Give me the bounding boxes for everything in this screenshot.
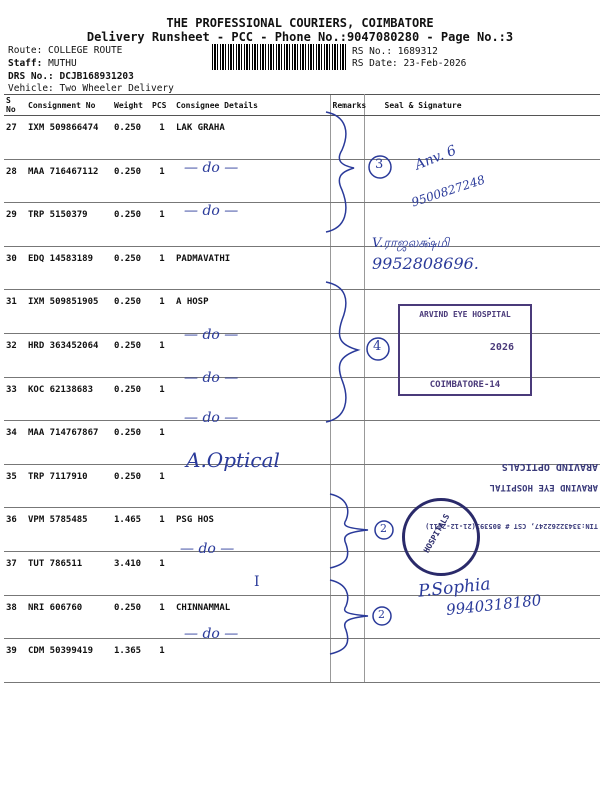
- psg-hospitals-seal: [402, 498, 480, 576]
- cell-pcs: 1: [150, 551, 174, 595]
- cell-weight: 0.250: [112, 290, 150, 334]
- cell-sno: 37: [4, 551, 26, 595]
- cell-consignment-no: MAA 714767867: [26, 421, 112, 465]
- cell-consignment-no: CDM 50399419: [26, 639, 112, 683]
- route-label: Route: COLLEGE ROUTE: [8, 45, 123, 56]
- cell-weight: 3.410: [112, 551, 150, 595]
- cell-weight: 0.250: [112, 377, 150, 421]
- cell-consignee: A HOSP: [174, 290, 330, 334]
- eye-stamp-date: 2026: [489, 342, 514, 353]
- optical-stamp-name: ARAVIND OPTICALS: [501, 461, 598, 472]
- cell-pcs: 1: [150, 203, 174, 247]
- optical-stamp-hospital: ARAVIND EYE HOSPITAL: [489, 482, 598, 492]
- cell-sno: 38: [4, 595, 26, 639]
- cell-consignment-no: IXM 509851905: [26, 290, 112, 334]
- cell-sno: 35: [4, 464, 26, 508]
- cell-weight: 0.250: [112, 595, 150, 639]
- document-title: THE PROFESSIONAL COURIERS, COIMBATORE: [166, 16, 434, 30]
- cell-consignee: PADMAVATHI: [174, 246, 330, 290]
- document-subtitle: Delivery Runsheet - PCC - Phone No.:9047080280 - Page No.:3: [86, 30, 514, 44]
- cell-consignment-no: MAA 716467112: [26, 159, 112, 203]
- cell-sno: 39: [4, 639, 26, 683]
- cell-pcs: 1: [150, 421, 174, 465]
- staff-label: Staff:: [8, 58, 43, 69]
- cell-pcs: 1: [150, 333, 174, 377]
- cell-consignment-no: KOC 62138683: [26, 377, 112, 421]
- cell-consignment-no: VPM 5785485: [26, 508, 112, 552]
- cell-sno: 31: [4, 290, 26, 334]
- cell-consignee: LAK GRAHA: [174, 116, 330, 160]
- cell-weight: 0.250: [112, 159, 150, 203]
- col-header-sno: S No: [4, 95, 26, 116]
- col-header-consignee: Consignee Details: [174, 95, 330, 116]
- cell-sno: 27: [4, 116, 26, 160]
- cell-sno: 36: [4, 508, 26, 552]
- cell-weight: 0.250: [112, 246, 150, 290]
- signature-3-name: P.Sophia: [417, 574, 492, 602]
- cell-weight: 1.465: [112, 508, 150, 552]
- cell-pcs: 1: [150, 116, 174, 160]
- signature-1-name: Anv. 6: [412, 142, 459, 174]
- signature-1-phone: 9500827248: [409, 172, 487, 210]
- col-header-remarks: Remarks: [330, 95, 364, 116]
- rs-number: RS No.: 1689312: [352, 46, 438, 57]
- ditto-39: — do —: [184, 626, 239, 642]
- count-circle-4: 4: [373, 339, 382, 354]
- ditto-29: — do —: [184, 203, 239, 219]
- cell-pcs: 1: [150, 290, 174, 334]
- signature-2-name: V.ராஜலக்ஷ்மி: [372, 236, 450, 251]
- cell-pcs: 1: [150, 246, 174, 290]
- staff-name: MUTHU: [48, 58, 77, 69]
- cell-pcs: 1: [150, 159, 174, 203]
- cell-pcs: 1: [150, 377, 174, 421]
- cell-sno: 28: [4, 159, 26, 203]
- cell-weight: 1.365: [112, 639, 150, 683]
- drs-label: DRS No.:: [8, 71, 54, 82]
- cell-consignment-no: TRP 7117910: [26, 464, 112, 508]
- cell-pcs: 1: [150, 508, 174, 552]
- count-circle-2b: 2: [378, 608, 385, 621]
- cell-consignment-no: IXM 509866474: [26, 116, 112, 160]
- cell-weight: 0.250: [112, 421, 150, 465]
- cell-sno: 29: [4, 203, 26, 247]
- optical-handwriting: A.Optical: [186, 448, 280, 472]
- cell-sno: 34: [4, 421, 26, 465]
- ditto-28: — do —: [184, 160, 239, 176]
- cell-pcs: 1: [150, 639, 174, 683]
- cell-consignment-no: HRD 363452064: [26, 333, 112, 377]
- col-header-pcs: PCS: [150, 95, 174, 116]
- cell-consignment-no: NRI 606760: [26, 595, 112, 639]
- row38-mark: I: [254, 574, 260, 590]
- cell-weight: 0.250: [112, 116, 150, 160]
- ditto-33: — do —: [184, 370, 239, 386]
- cell-pcs: 1: [150, 464, 174, 508]
- cell-sno: 30: [4, 246, 26, 290]
- eye-hospital-stamp: [398, 304, 532, 396]
- cell-consignee: CHINNAMMAL: [174, 595, 330, 639]
- cell-weight: 0.250: [112, 203, 150, 247]
- cell-sno: 32: [4, 333, 26, 377]
- signature-3-phone: 9940318180: [445, 591, 543, 619]
- signature-2-phone: 9952808696.: [372, 254, 479, 273]
- cell-pcs: 1: [150, 595, 174, 639]
- cell-consignment-no: TRP 5150379: [26, 203, 112, 247]
- cell-weight: 0.250: [112, 464, 150, 508]
- count-circle-3: 3: [375, 157, 384, 172]
- cell-consignment-no: TUT 786511: [26, 551, 112, 595]
- col-header-seal: Seal & Signature: [364, 95, 600, 116]
- vehicle-label: Vehicle: Two Wheeler Delivery: [8, 83, 174, 94]
- cell-consignment-no: EDQ 14583189: [26, 246, 112, 290]
- col-header-consignment: Consignment No: [26, 95, 112, 116]
- rs-date: RS Date: 23-Feb-2026: [352, 58, 467, 69]
- ditto-32: — do —: [184, 327, 239, 343]
- ditto-37: — do —: [180, 541, 235, 557]
- cell-consignee: PSG HOS: [174, 508, 330, 552]
- eye-stamp-title: ARVIND EYE HOSPITAL: [419, 310, 511, 319]
- col-header-weight: Weight: [112, 95, 150, 116]
- ditto-34: — do —: [184, 410, 239, 426]
- cell-weight: 0.250: [112, 333, 150, 377]
- psg-seal-text: HOSPITALS: [421, 512, 452, 555]
- count-circle-2a: 2: [380, 522, 387, 535]
- optical-stamp-gst: TIN:33432262247, CST # 805393(21-12-2011): [425, 522, 598, 530]
- eye-stamp-city: COIMBATORE-14: [429, 380, 501, 390]
- cell-sno: 33: [4, 377, 26, 421]
- drs-number: DCJB168931203: [59, 71, 134, 82]
